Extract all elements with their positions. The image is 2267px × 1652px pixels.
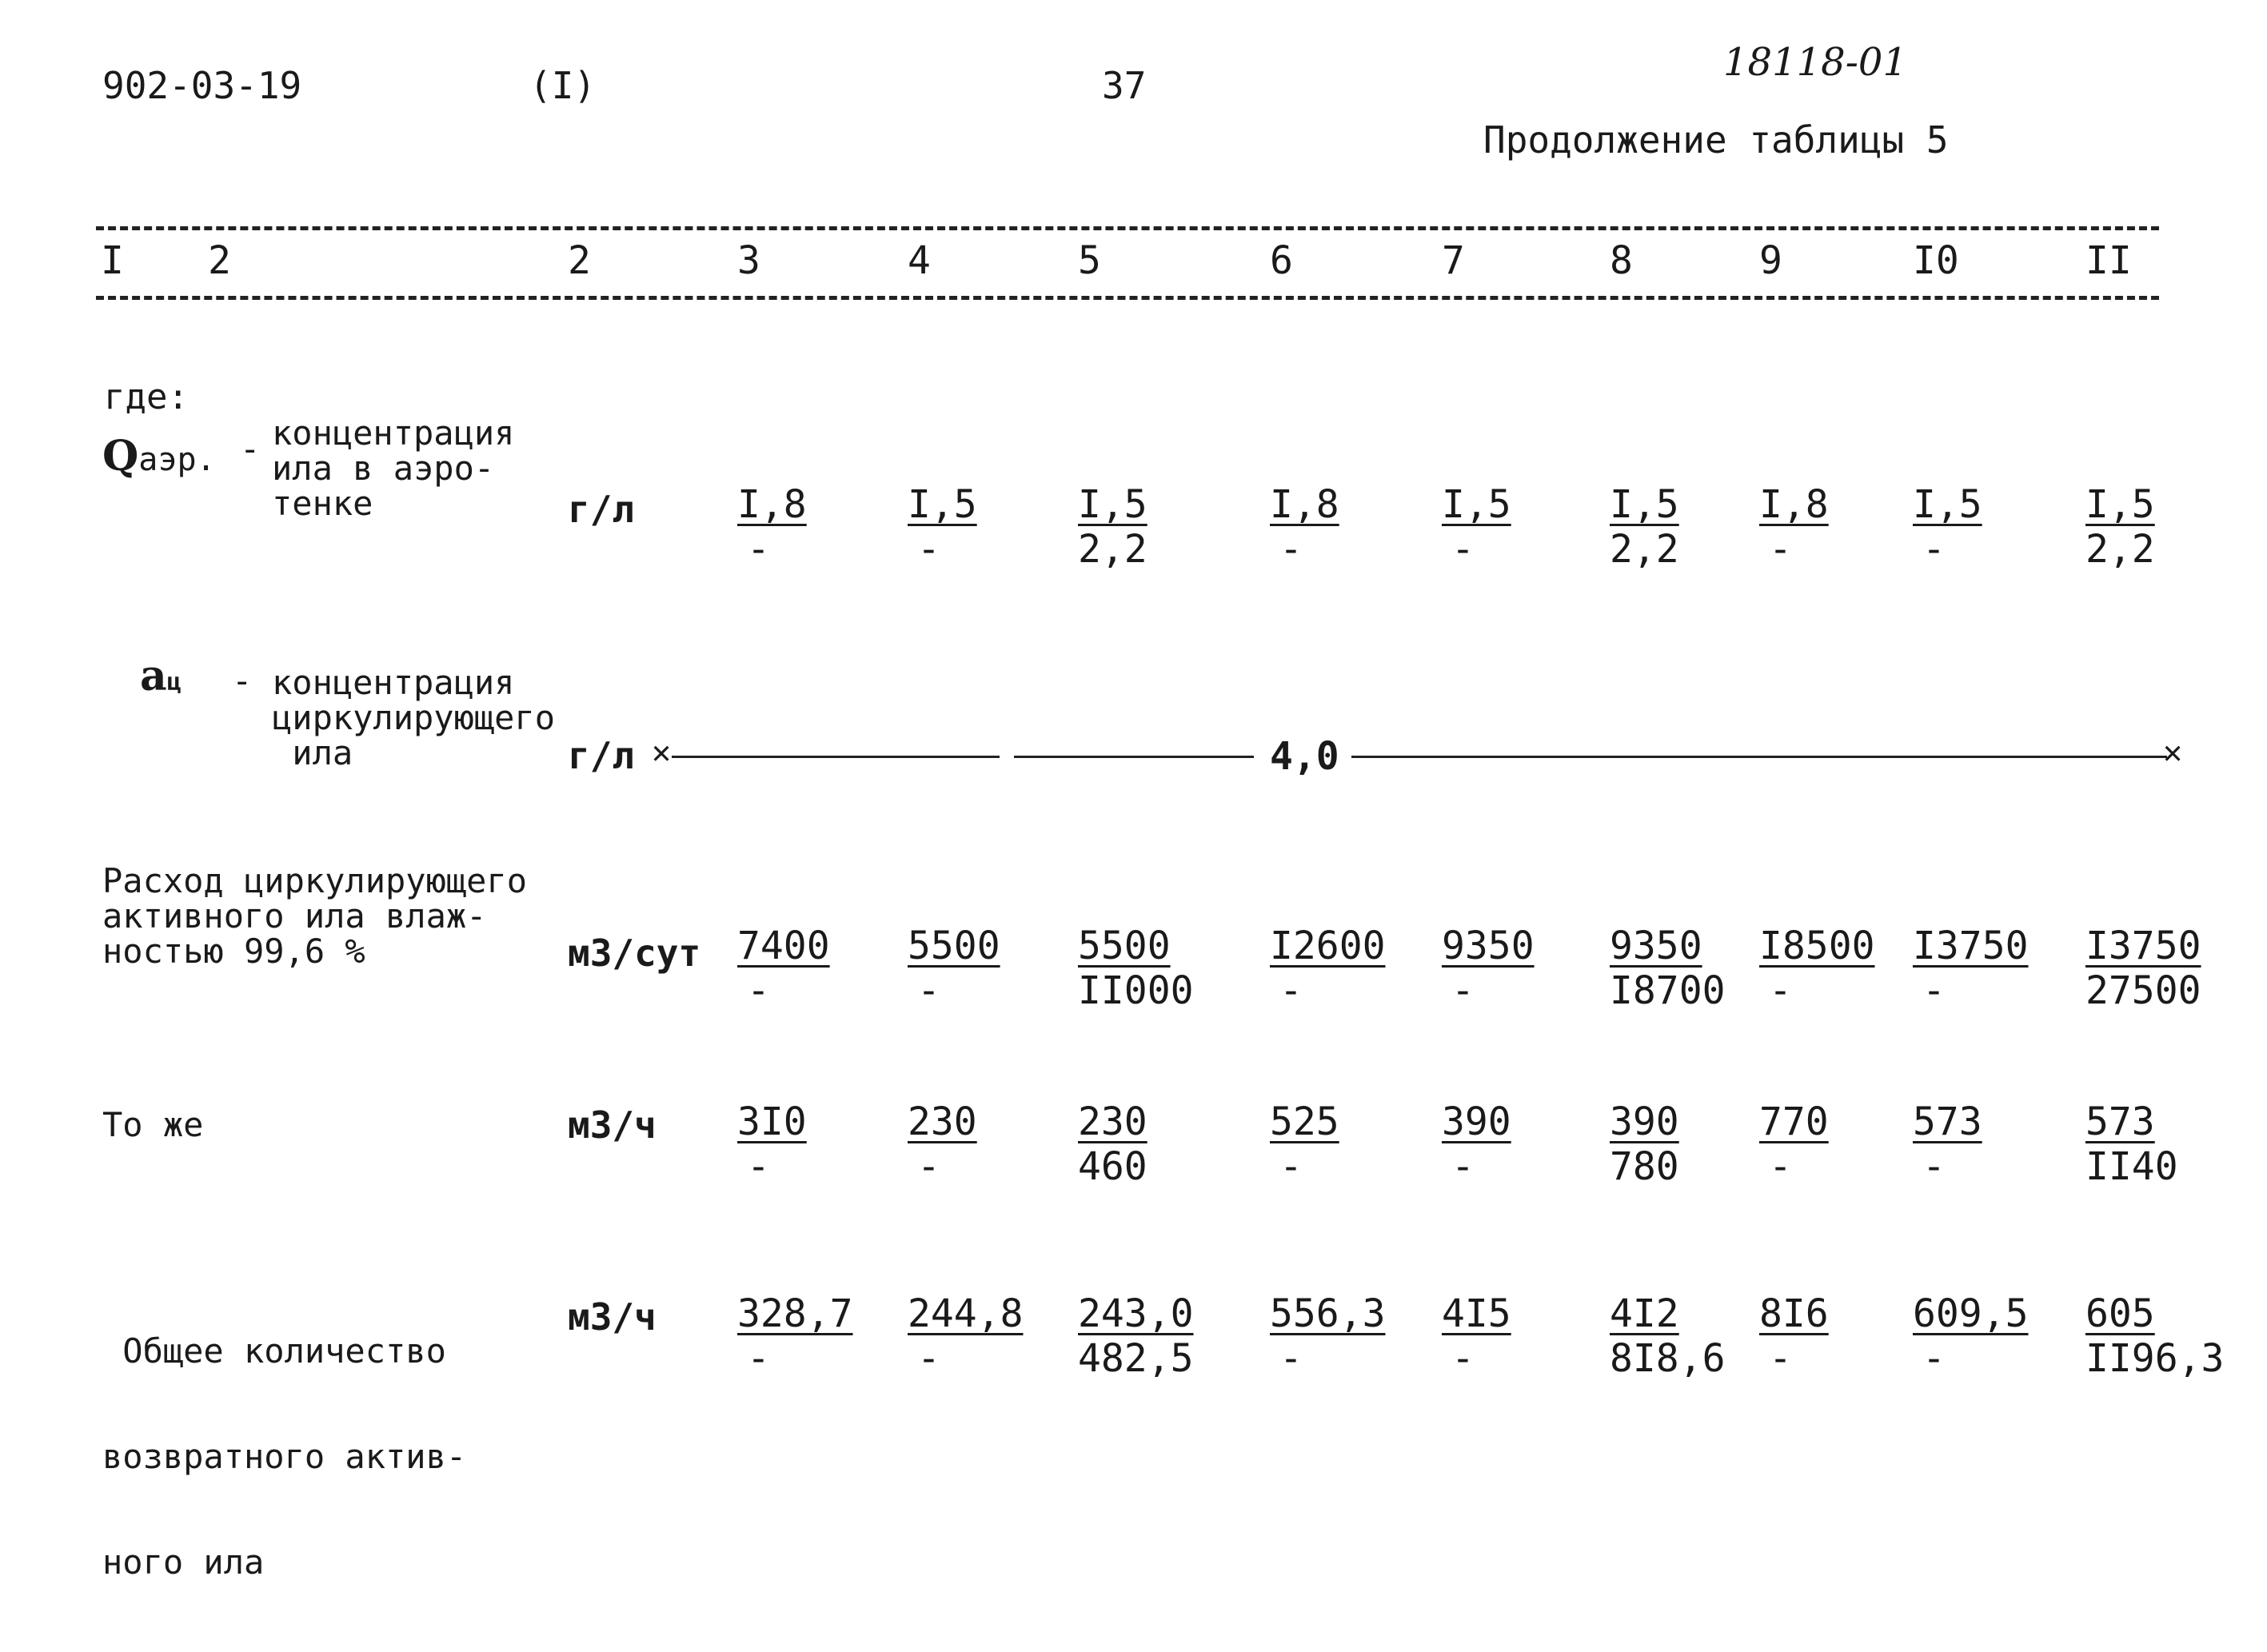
value-top: 605: [2085, 1291, 2155, 1336]
row-label: [102, 861, 528, 971]
value-top: I,5: [1078, 482, 1147, 527]
column-header: 2: [208, 238, 231, 283]
value-cell: [737, 1099, 807, 1189]
value-top: I2600: [1270, 924, 1386, 968]
value-top: 230: [908, 1099, 977, 1144]
table-subtitle: Продолжение таблицы 5: [1483, 118, 1949, 162]
part-number: (I): [529, 64, 597, 107]
unit-label: м3/сут: [568, 932, 701, 975]
column-header: 2: [568, 238, 591, 283]
value-cell: [1610, 1099, 1679, 1189]
label-dash: -: [232, 661, 253, 700]
value-cell: [1759, 924, 1875, 1013]
value-cell: [1913, 1099, 1982, 1189]
header-top-rule: [96, 226, 2159, 230]
value-bottom: -: [1922, 1336, 1946, 1381]
value-bottom: 2,2: [1078, 527, 1147, 572]
column-header: 5: [1078, 238, 1101, 283]
label-line: То же: [102, 1105, 204, 1144]
value-bottom: -: [1451, 1144, 1475, 1189]
symbol-a-c: [140, 652, 182, 700]
value-bottom: -: [917, 1144, 940, 1189]
span-line: [1351, 756, 2167, 758]
value-top: I,8: [1270, 482, 1339, 527]
span-arrow-start: ✕: [652, 734, 672, 771]
span-line: [672, 756, 1000, 758]
value-bottom: -: [747, 1144, 770, 1189]
value-bottom: 27500: [2085, 968, 2201, 1013]
unit-label: г/л: [568, 488, 635, 531]
value-bottom: II96,3: [2085, 1336, 2225, 1381]
label-line: ила в аэро-: [272, 449, 495, 488]
column-header: 9: [1759, 238, 1782, 283]
value-cell: [1442, 1291, 1511, 1381]
value-bottom: -: [1279, 1144, 1303, 1189]
value-bottom: -: [1769, 968, 1792, 1013]
column-header: 6: [1270, 238, 1293, 283]
span-value: 4,0: [1270, 734, 1339, 779]
value-top: I3750: [2085, 924, 2201, 968]
intro-label: где:: [104, 377, 189, 417]
value-top: I3750: [1913, 924, 2029, 968]
value-top: 4I2: [1610, 1291, 1679, 1336]
unit-label: м3/ч: [568, 1103, 657, 1147]
column-header: 8: [1610, 238, 1633, 283]
value-bottom: -: [1279, 1336, 1303, 1381]
value-top: 230: [1078, 1099, 1147, 1144]
value-cell: [1442, 1099, 1511, 1189]
value-bottom: -: [917, 1336, 940, 1381]
value-cell: [1270, 1291, 1386, 1381]
column-header: 7: [1442, 238, 1465, 283]
value-bottom: -: [1769, 1144, 1792, 1189]
label-line: циркулирующего: [272, 698, 556, 737]
label-dash: -: [240, 429, 261, 469]
value-top: 9350: [1442, 924, 1535, 968]
value-cell: [908, 924, 1000, 1013]
label-line: ностью 99,6 %: [102, 932, 365, 971]
value-top: I8500: [1759, 924, 1875, 968]
row-label: [272, 665, 555, 771]
value-top: 8I6: [1759, 1291, 1829, 1336]
value-cell: [1270, 482, 1339, 572]
page-number: 37: [1102, 64, 1147, 107]
span-line: [1014, 756, 1254, 758]
symbol-a-aer: [102, 432, 216, 481]
value-top: 5500: [908, 924, 1000, 968]
value-cell: [908, 1291, 1024, 1381]
value-bottom: -: [1922, 968, 1946, 1013]
span-arrow-end: ✕: [2163, 734, 2183, 771]
value-top: 5500: [1078, 924, 1171, 968]
value-cell: [1913, 924, 2029, 1013]
value-top: I,8: [737, 482, 807, 527]
label-line: возвратного актив-: [102, 1437, 467, 1476]
value-bottom: -: [747, 968, 770, 1013]
value-cell: [1913, 1291, 2029, 1381]
value-top: I,5: [908, 482, 977, 527]
value-top: 556,3: [1270, 1291, 1386, 1336]
value-top: I,5: [1913, 482, 1982, 527]
value-bottom: -: [1451, 968, 1475, 1013]
value-bottom: 2,2: [2085, 527, 2155, 572]
row-label: [102, 1107, 203, 1143]
value-top: I,5: [2085, 482, 2155, 527]
value-cell: [1078, 924, 1194, 1013]
value-bottom: -: [917, 527, 940, 572]
value-top: 244,8: [908, 1291, 1024, 1336]
value-bottom: -: [917, 968, 940, 1013]
value-cell: [1270, 924, 1386, 1013]
value-bottom: 780: [1610, 1144, 1679, 1189]
unit-label: м3/ч: [568, 1295, 657, 1339]
value-cell: [1078, 1291, 1194, 1381]
value-bottom: -: [1922, 1144, 1946, 1189]
value-cell: [2085, 924, 2201, 1013]
value-cell: [737, 1291, 853, 1381]
label-line: ного ила: [102, 1542, 265, 1582]
value-top: 573: [2085, 1099, 2155, 1144]
value-bottom: 8I8,6: [1610, 1336, 1726, 1381]
label-line: Расход циркулирующего: [102, 861, 528, 900]
value-bottom: -: [1279, 527, 1303, 572]
column-header: 3: [737, 238, 760, 283]
value-top: 573: [1913, 1099, 1982, 1144]
value-bottom: -: [747, 527, 770, 572]
value-cell: [1442, 482, 1511, 572]
label-line: тенке: [272, 484, 373, 523]
document-code: 902-03-19: [102, 64, 302, 107]
value-cell: [737, 482, 807, 572]
value-bottom: 2,2: [1610, 527, 1679, 572]
value-bottom: II40: [2085, 1144, 2178, 1189]
value-cell: [1759, 482, 1829, 572]
value-bottom: -: [1769, 527, 1792, 572]
label-line: активного ила влаж-: [102, 896, 487, 936]
value-cell: [1078, 1099, 1147, 1189]
column-header: II: [2085, 238, 2132, 283]
column-header: 4: [908, 238, 931, 283]
row-label: [102, 1263, 466, 1650]
value-cell: [2085, 482, 2155, 572]
value-cell: [1078, 482, 1147, 572]
symbol-letter: a: [140, 652, 167, 700]
value-cell: [1913, 482, 1982, 572]
value-top: I,8: [1759, 482, 1829, 527]
value-bottom: I8700: [1610, 968, 1726, 1013]
value-bottom: -: [1769, 1336, 1792, 1381]
symbol-subscript: аэр.: [138, 441, 216, 478]
value-cell: [1759, 1291, 1829, 1381]
header-bottom-rule: [96, 296, 2159, 300]
value-top: 390: [1610, 1099, 1679, 1144]
label-line: Общее количество: [102, 1331, 446, 1371]
value-cell: [2085, 1291, 2224, 1381]
value-cell: [737, 924, 830, 1013]
value-cell: [1270, 1099, 1339, 1189]
value-top: 525: [1270, 1099, 1339, 1144]
value-top: 609,5: [1913, 1291, 2029, 1336]
value-cell: [1610, 924, 1726, 1013]
value-cell: [1610, 1291, 1726, 1381]
value-bottom: -: [1922, 527, 1946, 572]
value-cell: [908, 1099, 977, 1189]
value-bottom: 482,5: [1078, 1336, 1194, 1381]
value-bottom: -: [1451, 1336, 1475, 1381]
value-cell: [2085, 1099, 2178, 1189]
value-top: 243,0: [1078, 1291, 1194, 1336]
value-top: 9350: [1610, 924, 1702, 968]
value-top: 3I0: [737, 1099, 807, 1144]
value-top: 7400: [737, 924, 830, 968]
handwritten-stamp: 18118-01: [1723, 40, 1907, 85]
value-top: 390: [1442, 1099, 1511, 1144]
label-line: концентрация: [272, 663, 515, 702]
value-top: I,5: [1442, 482, 1511, 527]
value-bottom: II000: [1078, 968, 1194, 1013]
column-header: I: [101, 238, 124, 283]
row-label: [272, 413, 515, 523]
value-bottom: 460: [1078, 1144, 1147, 1189]
value-cell: [1610, 482, 1679, 572]
value-bottom: -: [1451, 527, 1475, 572]
symbol-subscript: ц: [166, 668, 182, 696]
value-cell: [1442, 924, 1535, 1013]
label-line: концентрация: [272, 413, 515, 453]
value-top: I,5: [1610, 482, 1679, 527]
symbol-letter: Q: [102, 432, 139, 481]
value-top: 328,7: [737, 1291, 853, 1336]
value-top: 4I5: [1442, 1291, 1511, 1336]
value-top: 770: [1759, 1099, 1829, 1144]
value-cell: [1759, 1099, 1829, 1189]
value-bottom: -: [747, 1336, 770, 1381]
value-cell: [908, 482, 977, 572]
column-header: I0: [1913, 238, 1959, 283]
label-line: ила: [272, 733, 353, 772]
unit-label: г/л: [568, 734, 635, 777]
value-bottom: -: [1279, 968, 1303, 1013]
